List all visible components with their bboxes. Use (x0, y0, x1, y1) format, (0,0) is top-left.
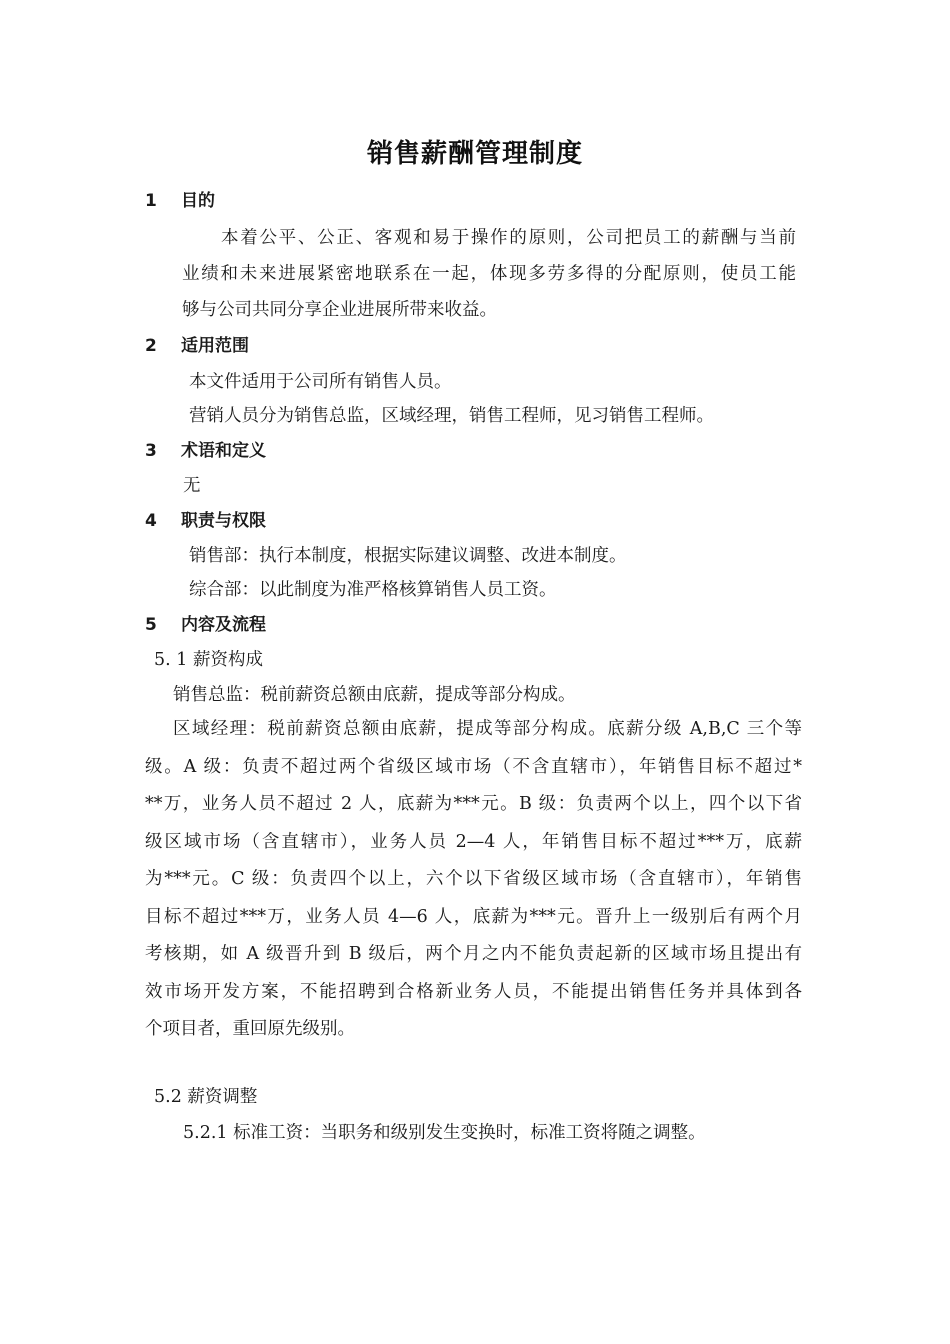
section-title: 目的 (181, 191, 215, 211)
paragraph-line: 区域经理：税前薪资总额由底薪，提成等部分构成。底薪分级 A,B,C 三个等 (173, 719, 802, 739)
section-number: 4 (145, 511, 157, 531)
paragraph-line: 个项目者，重回原先级别。 (145, 1019, 355, 1039)
section-number: 1 (145, 191, 157, 211)
section-number: 5 (145, 615, 157, 635)
paragraph-line: 本文件适用于公司所有销售人员。 (189, 372, 452, 392)
section-title: 适用范围 (181, 336, 249, 356)
section-title: 职责与权限 (181, 511, 266, 531)
paragraph-line: 无 (183, 476, 201, 496)
document-title: 销售薪酬管理制度 (366, 139, 583, 169)
section-5-heading (145, 613, 266, 637)
paragraph-line: 5.2.1 标准工资：当职务和级别发生变换时，标准工资将随之调整。 (183, 1123, 706, 1143)
paragraph-line: 为***元。C 级：负责四个以上，六个以下省级区域市场（含直辖市），年销售 (145, 869, 802, 889)
paragraph-line: 销售总监：税前薪资总额由底薪，提成等部分构成。 (173, 685, 576, 705)
paragraph-line: 业绩和未来进展紧密地联系在一起，体现多劳多得的分配原则，使员工能 (182, 264, 796, 284)
paragraph-line: 级。A 级：负责不超过两个省级区域市场（不含直辖市），年销售目标不超过* (145, 757, 802, 777)
paragraph-line: 本着公平、公正、客观和易于操作的原则，公司把员工的薪酬与当前 (221, 228, 796, 248)
section-2-heading (145, 334, 249, 358)
section-title: 内容及流程 (181, 615, 266, 635)
subsection-heading: 5. 1 薪资构成 (154, 650, 263, 670)
paragraph-line: 销售部：执行本制度，根据实际建议调整、改进本制度。 (189, 546, 627, 566)
subsection-heading: 5.2 薪资调整 (154, 1087, 258, 1107)
section-4-heading (145, 509, 266, 533)
paragraph-line: **万，业务人员不超过 2 人，底薪为***元。B 级：负责两个以上，四个以下省 (145, 794, 802, 814)
paragraph-line: 级区域市场（含直辖市），业务人员 2—4 人，年销售目标不超过***万，底薪 (145, 832, 802, 852)
section-title: 术语和定义 (181, 441, 266, 461)
section-3-heading (145, 439, 266, 463)
paragraph-line: 营销人员分为销售总监，区域经理，销售工程师，见习销售工程师。 (189, 406, 714, 426)
paragraph-line: 目标不超过***万，业务人员 4—6 人，底薪为***元。晋升上一级别后有两个月 (145, 907, 802, 927)
section-number: 2 (145, 336, 157, 356)
paragraph-line: 综合部：以此制度为准严格核算销售人员工资。 (189, 580, 557, 600)
section-number: 3 (145, 441, 157, 461)
paragraph-line: 考核期，如 A 级晋升到 B 级后，两个月之内不能负责起新的区域市场且提出有 (145, 944, 802, 964)
paragraph-line: 效市场开发方案，不能招聘到合格新业务人员，不能提出销售任务并具体到各 (145, 982, 802, 1002)
paragraph-line: 够与公司共同分享企业进展所带来收益。 (182, 300, 497, 320)
section-1-heading (145, 189, 215, 213)
